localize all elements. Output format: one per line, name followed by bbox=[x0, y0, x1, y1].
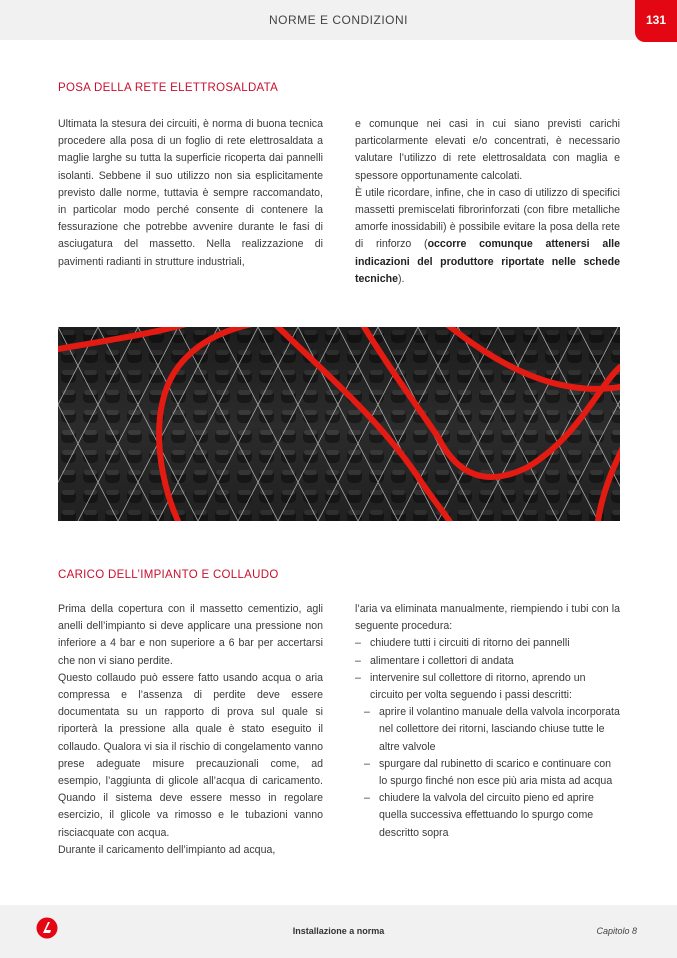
bold-note: occorre comunque attenersi alle indicazioni del produttore riportate nelle schede tecniche bbox=[355, 238, 620, 285]
list-item: – aprire il volantino manuale della valvola incorporata nel collettore dei ritorni, lasciando chiuse tutte le altre valvole bbox=[355, 704, 620, 756]
list-item: – chiudere tutti i circuiti di ritorno dei pannelli bbox=[355, 635, 620, 652]
photo-illustration bbox=[58, 327, 620, 521]
header-title: NORME E CONDIZIONI bbox=[268, 13, 408, 27]
text: ). bbox=[397, 272, 405, 285]
section1-left-column bbox=[58, 116, 323, 271]
paragraph: Durante il caricamento dell’impianto ad acqua, bbox=[58, 843, 276, 856]
list-item: – alimentare i collettori di andata bbox=[355, 653, 620, 670]
paragraph: Ultimata la stesura dei circuiti, è norma di buona tecnica procedere alla posa di un foglio di rete elettrosaldata a maglie larghe su tutta la superficie ricoperta dai pannelli isolanti. Sebbene il suo utilizzo non sia esplicitamente previsto dalle norme, tuttavia è sempre raccomandato, in particolar modo perché consente di contenere la fessurazione che potrebbe avvenire durante le fasi di asciugatura del massetto. Nella realizzazione di pavimenti radianti in strutture industriali, bbox=[58, 118, 323, 268]
list-item: – chiudere la valvola del circuito pieno ed aprire quella successiva effettuando lo spurgo come descritto sopra bbox=[355, 790, 620, 842]
page-number: 131 bbox=[635, 0, 677, 42]
procedure-sublist bbox=[355, 704, 620, 842]
paragraph: e comunque nei casi in cui siano previsti carichi particolarmente elevati e/o concentrati, è necessario valutare l’utilizzo di rete elettrosaldata con maglia e spessore opportunamente calcolati. bbox=[355, 118, 620, 182]
paragraph: l’aria va eliminata manualmente, riempiendo i tubi con la seguente procedura: bbox=[355, 603, 620, 633]
paragraph: Prima della copertura con il massetto cementizio, agli anelli dell’impianto si deve applicare una pressione non inferiore a 4 bar e non superiore a 6 bar per accertarsi che non vi siano perdite. bbox=[58, 603, 323, 667]
section-title-rete: POSA DELLA RETE ELETTROSALDATA bbox=[58, 82, 279, 94]
text: È utile ricordare, infine, che in caso di utilizzo di specifici massetti premiscelati fibrorinforzati (con fibre metalliche amorfe inossidabili) è possibile evitare la posa della rete di rinforzo ( bbox=[355, 186, 620, 251]
paragraph bbox=[355, 185, 620, 288]
list-item: – spurgare dal rubinetto di scarico e continuare con lo spurgo finché non esce più aria mista ad acqua bbox=[355, 756, 620, 790]
paragraph: Questo collaudo può essere fatto usando acqua o aria compressa e l’assenza di perdite deve essere documentata su un rapporto di prova sul quale si riporterà la pressione alla quale è stato eseguito il collaudo. Qualora vi sia il rischio di congelamento vanno prese adeguate misure precauzionali come, ad esempio, l’aggiunta di glicole all’acqua di caricamento. Quando il sistema deve essere messo in regolare esercizio, il glicole va rimosso e le tubazioni vanno risciacquate con acqua. bbox=[58, 671, 323, 839]
list-item: – intervenire sul collettore di ritorno, aprendo un circuito per volta seguendo i passi descritti: bbox=[355, 670, 620, 704]
section2-left-column bbox=[58, 601, 323, 859]
section-title-collaudo: CARICO DELL’IMPIANTO E COLLAUDO bbox=[58, 569, 279, 581]
footer-chapter-title: Installazione a norma bbox=[292, 926, 385, 936]
procedure-list bbox=[355, 635, 620, 704]
section1-right-column bbox=[355, 116, 620, 288]
section2-right-column bbox=[355, 601, 620, 842]
photo-mesh-floor-heating bbox=[58, 327, 620, 521]
footer-chapter-number: Capitolo 8 bbox=[596, 926, 637, 936]
